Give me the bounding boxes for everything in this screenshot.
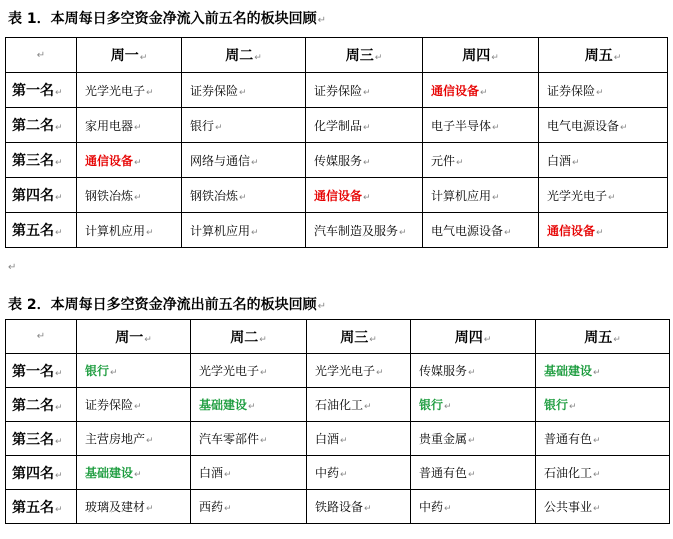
cell-mark-icon: ↵ [363, 87, 371, 98]
day-header-label: 周四 [454, 329, 483, 346]
sector-cell [307, 388, 411, 422]
sector-cell [539, 143, 668, 178]
sector-cell [77, 490, 191, 524]
rank-cell [6, 73, 77, 108]
sector-name: 元件 [431, 153, 456, 168]
cell-mark-icon: ↵ [248, 402, 256, 412]
sector-cell [191, 490, 307, 524]
paragraph-mark-icon: ↵ [317, 301, 327, 312]
rank-cell [6, 388, 77, 422]
cell-mark-icon: ↵ [364, 504, 372, 514]
cell-mark-icon: ↵ [260, 368, 268, 378]
cell-mark-icon: ↵ [444, 504, 452, 514]
day-header [306, 38, 423, 73]
table1-caption-text: 表 1．本周每日多空资金净流入前五名的板块回顾 [8, 11, 317, 27]
cell-mark-icon: ↵ [374, 53, 383, 63]
table-row [6, 354, 670, 388]
cell-mark-icon: ↵ [146, 504, 154, 514]
cell-mark-icon: ↵ [239, 87, 247, 98]
sector-cell [411, 354, 536, 388]
highlighted-sector: 基础建设 [199, 398, 248, 412]
cell-mark-icon: ↵ [483, 334, 492, 345]
rank-label: 第四名 [12, 465, 54, 482]
table-row [6, 73, 668, 108]
table2-caption [8, 296, 326, 316]
cell-mark-icon: ↵ [363, 122, 371, 133]
day-header-label: 周三 [345, 48, 374, 64]
rank-cell [6, 456, 77, 490]
cell-mark-icon: ↵ [480, 87, 488, 98]
sector-name: 化学制品 [314, 118, 363, 133]
sector-name: 石油化工 [315, 398, 364, 412]
cell-mark-icon: ↵ [55, 368, 63, 379]
sector-name: 普通有色 [419, 466, 468, 480]
sector-name: 汽车制造及服务 [314, 223, 399, 238]
cell-mark-icon: ↵ [596, 227, 604, 238]
cell-mark-icon: ↵ [608, 192, 616, 203]
highlighted-sector: 银行 [85, 364, 110, 378]
rank-cell [6, 213, 77, 248]
day-header-label: 周四 [462, 48, 491, 64]
rank-label: 第五名 [12, 223, 54, 239]
cell-mark-icon: ↵ [134, 157, 142, 168]
sector-name: 汽车零部件 [199, 432, 260, 446]
day-header [77, 320, 191, 354]
sector-name: 光学光电子 [315, 364, 376, 378]
cell-mark-icon: ↵ [224, 470, 232, 480]
day-header-label: 周五 [584, 48, 613, 64]
table-row [6, 108, 668, 143]
sector-cell [539, 213, 668, 248]
rank-label: 第二名 [12, 118, 54, 134]
table-row [6, 422, 670, 456]
rank-cell [6, 490, 77, 524]
cell-mark-icon: ↵ [364, 402, 372, 412]
highlighted-sector: 通信设备 [85, 153, 134, 168]
cell-mark-icon: ↵ [593, 504, 601, 514]
sector-name: 光学光电子 [199, 364, 260, 378]
day-header [411, 320, 536, 354]
sector-name: 网络与通信 [190, 153, 251, 168]
sector-name: 证券保险 [314, 83, 363, 98]
rank-label: 第一名 [12, 363, 54, 380]
sector-name: 贵重金属 [419, 432, 468, 446]
sector-name: 证券保险 [190, 83, 239, 98]
sector-name: 光学光电子 [547, 188, 608, 203]
header-row [6, 320, 670, 354]
sector-name: 光学光电子 [85, 83, 146, 98]
cell-mark-icon: ↵ [613, 334, 621, 345]
cell-mark-icon: ↵ [139, 53, 148, 63]
highlighted-sector: 基础建设 [85, 466, 134, 480]
cell-mark-icon: ↵ [55, 436, 63, 447]
table-row [6, 456, 670, 490]
cell-mark-icon: ↵ [444, 402, 452, 412]
sector-cell [307, 490, 411, 524]
rank-label: 第二名 [12, 397, 54, 414]
highlighted-sector: 通信设备 [431, 83, 480, 98]
sector-name: 白酒 [547, 153, 572, 168]
sector-cell [536, 490, 670, 524]
sector-cell [191, 388, 307, 422]
sector-name: 计算机应用 [431, 188, 492, 203]
table-row [6, 178, 668, 213]
sector-cell [182, 213, 306, 248]
sector-name: 银行 [190, 118, 215, 133]
cell-mark-icon: ↵ [504, 227, 512, 238]
rank-label: 第四名 [12, 188, 54, 204]
day-header-label: 周一 [115, 329, 144, 346]
cell-mark-icon: ↵ [593, 368, 601, 378]
sector-cell [182, 108, 306, 143]
sector-cell [306, 108, 423, 143]
cell-mark-icon: ↵ [363, 192, 371, 203]
cell-mark-icon: ↵ [146, 227, 154, 238]
outflow-table [5, 319, 670, 524]
day-header-label: 周三 [340, 329, 369, 346]
cell-mark-icon: ↵ [363, 157, 371, 168]
sector-name: 玻璃及建材 [85, 500, 146, 514]
sector-cell [423, 73, 539, 108]
sector-name: 白酒 [199, 466, 224, 480]
header-row [6, 38, 668, 73]
sector-cell [539, 108, 668, 143]
cell-mark-icon: ↵ [55, 504, 63, 515]
day-header [77, 38, 182, 73]
cell-mark-icon: ↵ [259, 334, 267, 345]
highlighted-sector: 通信设备 [314, 188, 363, 203]
sector-name: 公共事业 [544, 500, 593, 514]
cell-mark-icon: ↵ [569, 402, 577, 412]
cell-mark-icon: ↵ [254, 53, 262, 63]
cell-mark-icon: ↵ [399, 227, 407, 238]
cell-mark-icon: ↵ [55, 402, 63, 413]
day-header [191, 320, 307, 354]
sector-name: 铁路设备 [315, 500, 364, 514]
sector-name: 传媒服务 [419, 364, 468, 378]
cell-mark-icon: ↵ [596, 87, 604, 98]
cell-mark-icon: ↵ [468, 368, 476, 378]
cell-mark-icon: ↵ [144, 334, 152, 345]
sector-name: 白酒 [315, 432, 340, 446]
sector-cell [77, 178, 182, 213]
day-header-label: 周二 [225, 48, 254, 64]
day-header-label: 周五 [584, 329, 613, 346]
sector-cell [77, 354, 191, 388]
cell-mark-icon: ↵ [215, 122, 223, 133]
corner-cell: ↵ [6, 38, 77, 73]
sector-cell [77, 73, 182, 108]
sector-name: 钢铁冶炼 [190, 188, 239, 203]
sector-cell [423, 178, 539, 213]
sector-cell [306, 143, 423, 178]
sector-cell [191, 422, 307, 456]
sector-name: 电子半导体 [431, 118, 492, 133]
table-row [6, 213, 668, 248]
highlighted-sector: 通信设备 [547, 223, 596, 238]
sector-cell [539, 73, 668, 108]
sector-name: 计算机应用 [190, 223, 251, 238]
cell-mark-icon: ↵ [468, 436, 476, 446]
cell-mark-icon: ↵ [593, 436, 601, 446]
cell-mark-icon: ↵ [146, 436, 154, 446]
day-header-label: 周一 [110, 48, 139, 64]
cell-mark-icon: ↵ [251, 157, 259, 168]
cell-mark-icon: ↵ [260, 436, 268, 446]
cell-mark-icon: ↵ [55, 123, 63, 133]
sector-name: 电气电源设备 [547, 118, 620, 133]
rank-cell [6, 143, 77, 178]
sector-cell [306, 178, 423, 213]
sector-name: 证券保险 [547, 83, 596, 98]
sector-cell [307, 354, 411, 388]
sector-cell [191, 354, 307, 388]
blank-paragraph: ↵ [8, 262, 17, 273]
sector-name: 传媒服务 [314, 153, 363, 168]
sector-cell [307, 456, 411, 490]
cell-mark-icon: ↵ [55, 88, 63, 98]
sector-cell [306, 213, 423, 248]
cell-mark-icon: ↵ [613, 53, 622, 63]
cell-mark-icon: ↵ [369, 334, 377, 345]
sector-cell [411, 456, 536, 490]
sector-name: 中药 [315, 466, 340, 480]
day-header-label: 周二 [230, 329, 259, 346]
rank-label: 第五名 [12, 499, 54, 516]
sector-name: 石油化工 [544, 466, 593, 480]
cell-mark-icon: ↵ [572, 157, 580, 168]
rank-cell [6, 354, 77, 388]
rank-cell [6, 422, 77, 456]
cell-mark-icon: ↵ [593, 470, 601, 480]
sector-cell [423, 143, 539, 178]
rank-cell [6, 108, 77, 143]
sector-name: 家用电器 [85, 118, 134, 133]
cell-mark-icon: ↵ [492, 122, 500, 133]
cell-mark-icon: ↵ [620, 122, 628, 133]
inflow-table [5, 37, 668, 248]
cell-mark-icon: ↵ [146, 87, 154, 98]
sector-cell [77, 213, 182, 248]
table-row [6, 388, 670, 422]
cell-mark-icon: ↵ [134, 122, 142, 133]
sector-cell [191, 456, 307, 490]
cell-mark-icon: ↵ [376, 368, 384, 378]
corner-cell: ↵ [6, 320, 77, 354]
sector-cell [536, 422, 670, 456]
sector-name: 证券保险 [85, 398, 134, 412]
highlighted-sector: 银行 [419, 398, 444, 412]
rank-label: 第三名 [12, 153, 54, 169]
cell-mark-icon: ↵ [468, 470, 476, 480]
sector-cell [411, 388, 536, 422]
cell-mark-icon: ↵ [340, 436, 348, 446]
sector-cell [306, 73, 423, 108]
highlighted-sector: 基础建设 [544, 364, 593, 378]
sector-cell [411, 422, 536, 456]
day-header [307, 320, 411, 354]
highlighted-sector: 银行 [544, 398, 569, 412]
cell-mark-icon: ↵ [224, 504, 232, 514]
cell-mark-icon: ↵ [492, 192, 500, 203]
sector-name: 电气电源设备 [431, 223, 504, 238]
sector-cell [423, 213, 539, 248]
table2-caption-text: 表 2．本周每日多空资金净流出前五名的板块回顾 [8, 297, 317, 313]
sector-name: 计算机应用 [85, 223, 146, 238]
rank-label: 第三名 [12, 431, 54, 448]
cell-mark-icon: ↵ [134, 470, 142, 480]
sector-cell [536, 456, 670, 490]
cell-mark-icon: ↵ [134, 192, 142, 203]
sector-name: 西药 [199, 500, 224, 514]
sector-cell [77, 422, 191, 456]
cell-mark-icon: ↵ [110, 368, 118, 378]
cell-mark-icon: ↵ [55, 228, 63, 238]
sector-cell [77, 388, 191, 422]
cell-mark-icon: ↵ [239, 192, 247, 203]
day-header [182, 38, 306, 73]
rank-cell [6, 178, 77, 213]
cell-mark-icon: ↵ [340, 470, 348, 480]
sector-cell [182, 143, 306, 178]
sector-cell [536, 354, 670, 388]
sector-cell [77, 108, 182, 143]
table-row [6, 490, 670, 524]
sector-cell [77, 456, 191, 490]
day-header [423, 38, 539, 73]
sector-name: 中药 [419, 500, 444, 514]
cell-mark-icon: ↵ [251, 227, 259, 238]
table-row [6, 143, 668, 178]
sector-cell [307, 422, 411, 456]
sector-name: 钢铁冶炼 [85, 188, 134, 203]
day-header [536, 320, 670, 354]
sector-cell [182, 178, 306, 213]
sector-cell [536, 388, 670, 422]
rank-label: 第一名 [12, 83, 54, 99]
sector-cell [182, 73, 306, 108]
table1-caption [8, 10, 326, 30]
sector-name: 主营房地产 [85, 432, 146, 446]
sector-cell [539, 178, 668, 213]
cell-mark-icon: ↵ [491, 53, 499, 63]
cell-mark-icon: ↵ [55, 158, 63, 168]
cell-mark-icon: ↵ [55, 470, 63, 481]
cell-mark-icon: ↵ [134, 402, 142, 412]
sector-name: 普通有色 [544, 432, 593, 446]
day-header [539, 38, 668, 73]
cell-mark-icon: ↵ [456, 157, 464, 168]
cell-mark-icon: ↵ [55, 193, 63, 203]
sector-cell [411, 490, 536, 524]
paragraph-mark-icon: ↵ [317, 15, 327, 26]
sector-cell [77, 143, 182, 178]
sector-cell [423, 108, 539, 143]
